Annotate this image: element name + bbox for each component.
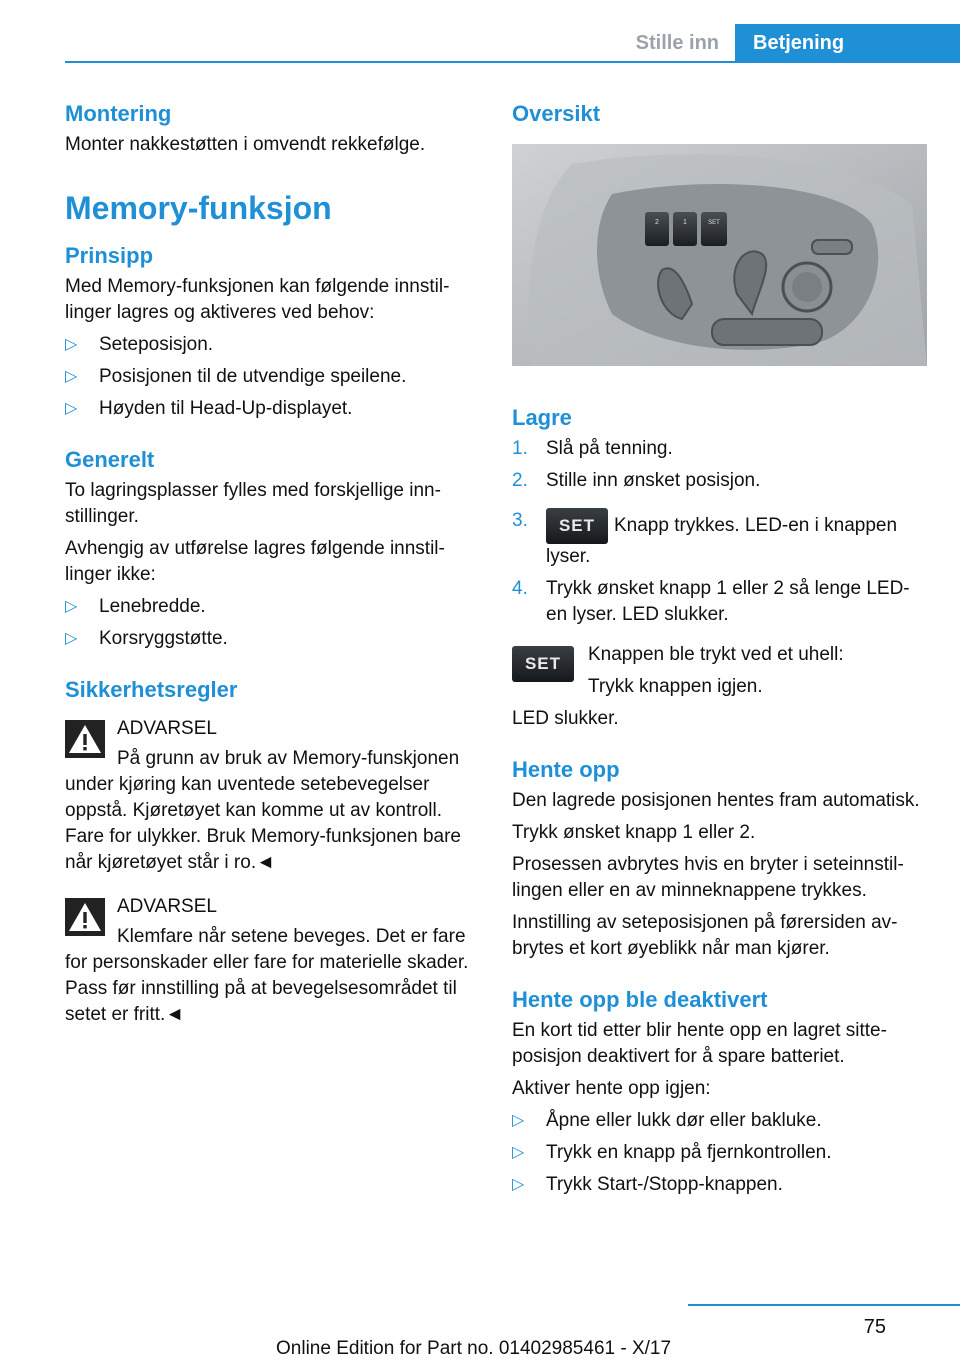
- generelt-heading: Generelt: [65, 447, 155, 472]
- list-item: [512, 468, 927, 494]
- warning-text: På grunn av bruk av Memory-funskjonen under kjøring kan uventede setebevegelser oppstå. Kjøretøyet kan komme ut av kontroll. Fare for ulykker. Bruk Memory-funksjonen bare når kjøretøyet står i ro.◄: [65, 748, 461, 873]
- page-number: 75: [863, 1316, 886, 1338]
- step-number: 3.: [512, 510, 528, 531]
- triangle-bullet-icon: ▷: [512, 1112, 525, 1129]
- deaktivert-text-2: Aktiver hente opp igjen:: [512, 1078, 711, 1099]
- note-line-1: Knappen ble trykt ved et uhell:: [588, 644, 844, 665]
- triangle-bullet-icon: ▷: [65, 630, 78, 647]
- list-item: [512, 1172, 927, 1198]
- list-item-text: Åpne eller lukk dør eller bakluke.: [546, 1110, 822, 1131]
- triangle-bullet-icon: ▷: [512, 1176, 525, 1193]
- warning-triangle-icon: [65, 720, 105, 758]
- triangle-bullet-icon: ▷: [65, 368, 78, 385]
- prinsipp-heading: Prinsipp: [65, 243, 154, 268]
- list-item: [512, 1108, 927, 1134]
- footer-rule: [688, 1304, 960, 1306]
- list-item-text: Seteposisjon.: [99, 334, 214, 355]
- step-text: Trykk ønsket knapp 1 eller 2 så lenge LED-en lyser. LED slukker.: [546, 578, 910, 625]
- oversikt-heading: Oversikt: [512, 101, 601, 126]
- hente-text-2: Trykk ønsket knapp 1 eller 2.: [512, 822, 756, 843]
- warning-triangle-icon: [65, 898, 105, 936]
- triangle-bullet-icon: ▷: [65, 336, 78, 353]
- step-text: Stille inn ønsket posisjon.: [546, 470, 761, 491]
- list-item: [512, 576, 927, 628]
- triangle-bullet-icon: ▷: [512, 1144, 525, 1161]
- sikkerhet-heading: Sikkerhetsregler: [65, 677, 238, 702]
- prinsipp-text: Med Memory-funksjonen kan følgende innstillinger lagres og aktiveres ved behov:: [65, 276, 450, 323]
- montering-text: Monter nakkestøtten i omvendt rekkefølge.: [65, 134, 426, 155]
- list-item: [65, 364, 480, 390]
- hente-text-4: Innstilling av seteposisjonen på førersiden avbrytes et kort øyeblikk når man kjører.: [512, 912, 898, 959]
- warning-box-1: [65, 716, 480, 876]
- led-text: LED slukker.: [512, 708, 619, 729]
- list-item: [65, 626, 480, 652]
- note-box: [512, 642, 927, 700]
- step-number: 4.: [512, 578, 528, 599]
- warning-title: ADVARSEL: [117, 718, 217, 739]
- generelt-text-2: Avhengig av utførelse lagres følgende innstillinger ikke:: [65, 538, 445, 585]
- list-item-text: Høyden til Head-Up-displayet.: [99, 398, 353, 419]
- lagre-heading: Lagre: [512, 405, 572, 430]
- warning-title: ADVARSEL: [117, 896, 217, 917]
- deaktivert-text-1: En kort tid etter blir hente opp en lagret sitteposisjon deaktivert for å spare batteriet.: [512, 1020, 887, 1067]
- memory-heading: Memory-funksjon: [65, 190, 332, 226]
- hente-heading: Hente opp: [512, 757, 620, 782]
- seat-controls-photo: [512, 144, 927, 366]
- step-number: 1.: [512, 438, 528, 459]
- right-column: [512, 98, 927, 1204]
- triangle-bullet-icon: ▷: [65, 400, 78, 417]
- list-item-text: Lenebredde.: [99, 596, 206, 617]
- tab-stille-inn[interactable]: Stille inn: [635, 32, 719, 54]
- memory-button-2-label: 2: [655, 219, 659, 226]
- set-button-icon: SET: [546, 508, 608, 544]
- list-item: [65, 594, 480, 620]
- step-text: Knapp trykkes. LED-en i knappen lyser.: [546, 515, 898, 567]
- list-item: [512, 436, 927, 462]
- triangle-bullet-icon: ▷: [65, 598, 78, 615]
- memory-button-1-label: 1: [683, 219, 687, 226]
- warning-text: Klemfare når setene beveges. Det er fare for personskader eller fare for materielle skader. Pass før innstilling på at bevegelsesområdet til setet er fritt.◄: [65, 926, 469, 1025]
- step-text: Slå på tenning.: [546, 438, 673, 459]
- hente-text-1: Den lagrede posisjonen hentes fram automatisk.: [512, 790, 920, 811]
- list-item: [512, 508, 927, 570]
- header-bar: [65, 24, 960, 63]
- list-item-text: Trykk Start-/Stopp-knappen.: [546, 1174, 783, 1195]
- list-item-text: Posisjonen til de utvendige speilene.: [99, 366, 407, 387]
- tab-betjening[interactable]: Betjening: [735, 24, 960, 61]
- montering-heading: Montering: [65, 101, 172, 126]
- generelt-list: [65, 594, 480, 652]
- list-item: [512, 1140, 927, 1166]
- deaktivert-heading: Hente opp ble deaktivert: [512, 987, 768, 1012]
- left-column: [65, 98, 480, 1028]
- note-line-2: Trykk knappen igjen.: [588, 676, 763, 697]
- warning-box-2: [65, 894, 480, 1028]
- set-button-icon: SET: [512, 646, 574, 682]
- step-number: 2.: [512, 470, 528, 491]
- prinsipp-list: [65, 332, 480, 422]
- deaktivert-list: [512, 1108, 927, 1198]
- set-button-label: SET: [708, 220, 720, 226]
- lagre-steps: [512, 436, 927, 628]
- edition-text: Online Edition for Part no. 01402985461 - X/17: [276, 1338, 672, 1359]
- list-item: [65, 332, 480, 358]
- hente-text-3: Prosessen avbrytes hvis en bryter i seteinnstillingen eller en av minneknappene trykkes.: [512, 854, 904, 901]
- generelt-text-1: To lagringsplasser fylles med forskjellige innstillinger.: [65, 480, 441, 527]
- list-item-text: Trykk en knapp på fjernkontrollen.: [546, 1142, 832, 1163]
- list-item-text: Korsryggstøtte.: [99, 628, 228, 649]
- list-item: [65, 396, 480, 422]
